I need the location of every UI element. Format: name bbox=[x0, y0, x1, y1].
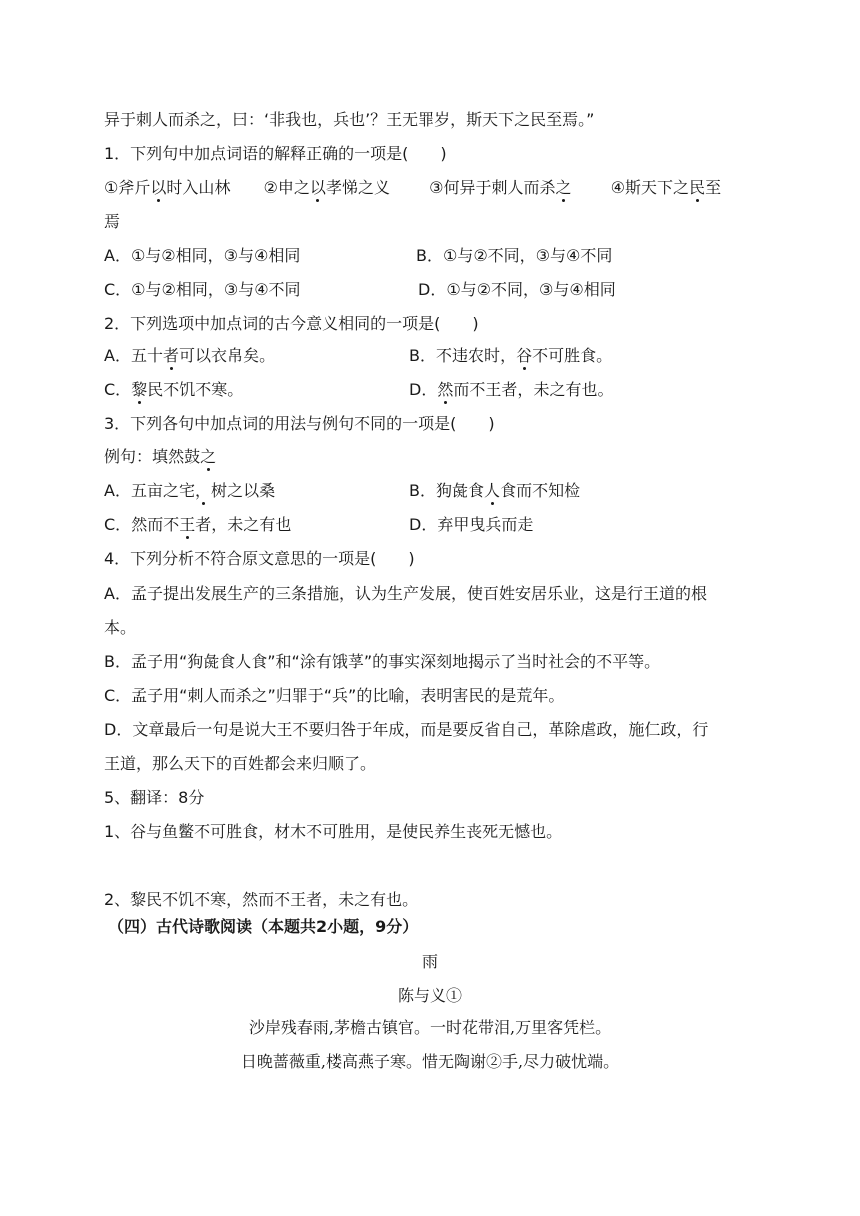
q1-item-4-continued: 焉 bbox=[104, 212, 121, 231]
q4-option-a-line-1: A．孟子提出发展生产的三条措施，认为生产发展，使百姓安居乐业，这是行王道的根 bbox=[104, 584, 707, 603]
q4-option-c: C．孟子用“刺人而杀之”归罪于“兵”的比喻，表明害民的是荒年。 bbox=[104, 686, 565, 705]
q2-option-c: C．黎民不饥不寒。 bbox=[104, 380, 244, 399]
q1-option-d: D．①与②不同，③与④相同 bbox=[418, 280, 616, 299]
emphasis-dot: 民 bbox=[689, 178, 706, 197]
poem-line-1: 沙岸残春雨,茅檐古镇官。一时花带泪,万里客凭栏。 bbox=[248, 1018, 612, 1037]
q2-stem: 2．下列选项中加点词的古今意义相同的一项是( ) bbox=[104, 314, 479, 333]
q2-option-b: B．不违农时，谷不可胜食。 bbox=[409, 346, 613, 365]
poem-line-2: 日晚蔷薇重,楼高燕子寒。惜无陶谢②手,尽力破忧端。 bbox=[240, 1052, 620, 1071]
emphasis-dot: 之 bbox=[200, 447, 217, 466]
q1-item-4: ④斯天下之民至 bbox=[610, 178, 722, 197]
q1-item-3: ③何异于刺人而杀之 bbox=[429, 178, 572, 197]
emphasis-dot: 者 bbox=[163, 346, 180, 365]
q1-item-2: ②申之以孝悌之义 bbox=[263, 178, 390, 197]
q2-option-d: D．然而不王者，未之有也。 bbox=[409, 380, 614, 399]
q1-options-row-1 bbox=[104, 246, 764, 266]
emphasis-dot: 人 bbox=[484, 481, 501, 500]
q5-sentence-1: 1、谷与鱼鳖不可胜食，材木不可胜用，是使民养生丧死无憾也。 bbox=[104, 822, 563, 841]
q4-option-b: B．孟子用“狗彘食人食”和“涂有饿莩”的事实深刻地揭示了当时社会的不平等。 bbox=[104, 652, 661, 671]
emphasis-dot: ， bbox=[195, 481, 212, 500]
q1-stem: 1．下列句中加点词语的解释正确的一项是( ) bbox=[104, 144, 447, 163]
emphasis-dot: 王 bbox=[179, 515, 196, 534]
q3-option-a: A．五亩之宅，树之以桑 bbox=[104, 481, 276, 500]
q3-options-row-2 bbox=[104, 515, 764, 535]
q4-option-d-line-1: D．文章最后一句是说大王不要归咎于年成，而是要反省自己，革除虐政，施仁政，行 bbox=[104, 720, 709, 739]
q1-option-c: C．①与②相同，③与④不同 bbox=[104, 280, 301, 299]
q1-options-row-2 bbox=[104, 280, 764, 300]
q2-option-a: A．五十者可以衣帛矣。 bbox=[104, 346, 276, 365]
poem-author: 陈与义① bbox=[397, 986, 462, 1005]
q3-option-b: B．狗彘食人食而不知检 bbox=[409, 481, 581, 500]
q3-options-row-1 bbox=[104, 481, 764, 501]
q4-stem: 4．下列分析不符合原文意思的一项是( ) bbox=[104, 549, 415, 568]
poem-title: 雨 bbox=[421, 952, 438, 971]
q3-example: 例句：填然鼓之 bbox=[104, 447, 217, 466]
q2-options-row-1 bbox=[104, 346, 764, 366]
section-heading: （四）古代诗歌阅读（本题共2小题，9分） bbox=[108, 917, 419, 936]
passage-ending: 异于刺人而杀之，曰：‘非我也，兵也’？王无罪岁，斯天下之民至焉。” bbox=[104, 110, 595, 129]
emphasis-dot: 谷 bbox=[516, 346, 533, 365]
q3-stem: 3．下列各句中加点词的用法与例句不同的一项是( ) bbox=[104, 414, 495, 433]
emphasis-dot: 以 bbox=[309, 178, 326, 197]
q1-items-row bbox=[104, 178, 764, 198]
q1-option-a: A．①与②相同，③与④相同 bbox=[104, 246, 301, 265]
q5-title: 5、翻译：8分 bbox=[104, 788, 205, 807]
q3-option-d: D．弃甲曳兵而走 bbox=[409, 515, 534, 534]
q1-item-1: ①斧斤以时入山林 bbox=[104, 178, 231, 197]
emphasis-dot: 黎 bbox=[131, 380, 148, 399]
emphasis-dot: 以 bbox=[150, 178, 167, 197]
q4-option-a-line-2: 本。 bbox=[104, 618, 137, 637]
q3-option-c: C．然而不王者，未之有也 bbox=[104, 515, 292, 534]
emphasis-dot: 之 bbox=[555, 178, 572, 197]
q4-option-d-line-2: 王道，那么天下的百姓都会来归顺了。 bbox=[104, 754, 377, 773]
emphasis-dot: 然 bbox=[437, 380, 454, 399]
q1-option-b: B．①与②不同，③与④不同 bbox=[416, 246, 613, 265]
q2-options-row-2 bbox=[104, 380, 764, 400]
q5-sentence-2: 2、黎民不饥不寒，然而不王者，未之有也。 bbox=[104, 890, 419, 909]
